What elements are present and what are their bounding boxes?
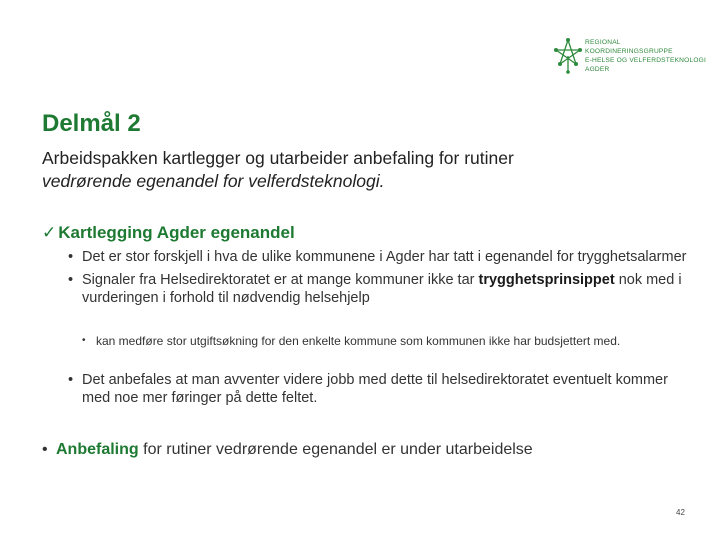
logo-line-4: AGDER — [585, 66, 610, 73]
sub-bullet-item — [82, 333, 656, 349]
bullet-text-2-pre: Signaler fra Helsedirektoratet er at mange kommuner ikke tar — [82, 272, 479, 288]
section-heading-text: Kartlegging Agder egenandel — [58, 223, 295, 242]
recommendation-list — [42, 440, 676, 460]
bullet-text-2-bold: trygghetsprinsippet — [478, 272, 615, 288]
recommendation-bold: Anbefaling — [56, 441, 139, 458]
bullet-dot-icon: • — [68, 272, 74, 288]
bullet-item — [68, 248, 687, 266]
bullet-item — [68, 371, 687, 407]
page-number: 42 — [676, 508, 685, 517]
bullet-text-3: Det anbefales at man avventer videre jobb med dette til helsedirektoratet eventuelt kommer med noe mer føringer på dette feltet. — [82, 372, 668, 406]
section-heading — [42, 223, 295, 243]
recommendation-item — [42, 440, 676, 460]
bullet-dot-icon: • — [82, 335, 86, 346]
intro-paragraph — [42, 147, 622, 193]
slide-title: Delmål 2 — [42, 110, 141, 137]
bullet-list-continued — [68, 371, 687, 407]
bullet-item — [68, 271, 687, 307]
bullet-text-2-post: nok med i vurderingen i forhold til nødvendig helsehjelp — [82, 272, 682, 306]
recommendation-text: for rutiner vedrørende egenandel er under utarbeidelse — [138, 441, 533, 458]
star-network-icon — [553, 36, 583, 76]
bullet-dot-icon: • — [42, 441, 48, 458]
logo-line-1: REGIONAL — [585, 39, 621, 46]
bullet-text-1: Det er stor forskjell i hva de ulike kommunene i Agder har tatt i egenandel for trygghetsalarmer — [82, 249, 687, 265]
intro-line-1: Arbeidspakken kartlegger og utarbeider anbefaling for rutiner — [42, 148, 514, 168]
logo-line-2: KOORDINERINGSGRUPPE — [585, 48, 673, 55]
sub-bullet-list — [82, 333, 656, 349]
logo-line-3: E-HELSE OG VELFERDSTEKNOLOGI — [585, 57, 707, 64]
sub-bullet-text: kan medføre stor utgiftsøkning for den enkelte kommune som kommunen ikke har budsjettert med. — [96, 334, 621, 348]
bullet-list — [68, 248, 687, 312]
bullet-dot-icon: • — [68, 372, 74, 388]
checkmark-icon: ✓ — [42, 223, 57, 242]
intro-line-2: vedrørende egenandel for velferdsteknologi. — [42, 171, 385, 191]
bullet-dot-icon: • — [68, 249, 74, 265]
organization-logo — [553, 36, 707, 78]
